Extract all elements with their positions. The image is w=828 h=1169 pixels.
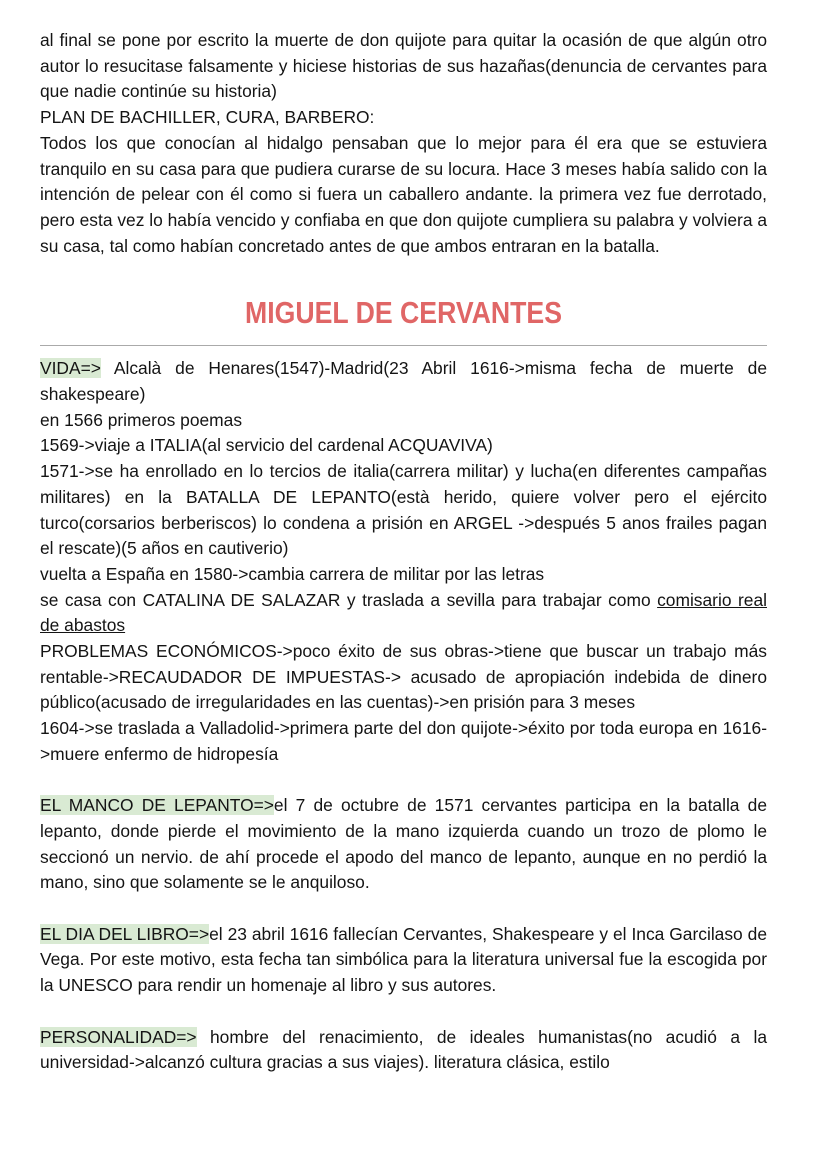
vida-comisario-underlined: comisario real de abastos (40, 589, 767, 636)
vida-line-valladolid: 1604->se traslada a Valladolid->primera parte del don quijote->éxito por toda europa en 1616->muere enfermo de hidropesía (40, 718, 767, 764)
vida-marriage-text: se casa con CATALINA DE SALAZAR y traslada a sevilla para trabajar como (40, 589, 658, 610)
horizontal-divider (40, 345, 767, 346)
vida-line-italia: 1569->viaje a ITALIA(al servicio del cardenal ACQUAVIVA) (40, 435, 493, 456)
vida-line-problems: PROBLEMAS ECONÓMICOS->poco éxito de sus obras->tiene que buscar un trabajo más rentable->RECAUDADOR DE IMPUESTAS-> acusado de apropiación indebida de dinero público(acusado de irregularidades en las cuentas)->en prisión para 3 meses (40, 641, 767, 713)
vida-line-return: vuelta a España en 1580->cambia carrera de militar por las letras (40, 563, 545, 584)
vida-birth-text: Alcalà de Henares(1547)-Madrid(23 Abril 1616->misma fecha de muerte de shakespeare) (40, 358, 767, 405)
vida-line-lepanto: 1571->se ha enrollado en lo tercios de italia(carrera militar) y lucha(en diferentes campañas militares) en la BATALLA DE LEPANTO(està herido, quiere volver pero el ejército turco(corsarios berberiscos) lo condena a prisión en ARGEL ->después 5 anos frailes pagan el rescate)(5 años en cautiverio) (40, 461, 767, 559)
dia-libro-text: el 23 abril 1616 fallecían Cervantes, Shakespeare y el Inca Garcilaso de Vega. Por este motivo, esta fecha tan simbólica para la literatura universal fue la escogida por la UNESCO para rendir un homenaje al libro y sus autores. (40, 923, 767, 996)
dia-libro-paragraph (40, 922, 767, 999)
intro-paragraph-plan: Todos los que conocían al hidalgo pensaban que lo mejor para él era que se estuviera tranquilo en su casa para que pudiera curarse de su locura. Hace 3 meses había salido con la intención de pelear con él como si fuera un caballero andante. la primera vez fue derrotado, pero esta vez lo había vencido y confiaba en que don quijote cumpliera su palabra y volviera a su casa, tal como habían concretado antes de que ambos entraran en la batalla. (40, 132, 768, 256)
spacer (40, 768, 767, 794)
spacer (40, 999, 767, 1025)
vida-line-poems: en 1566 primeros poemas (40, 409, 243, 430)
spacer (40, 896, 767, 922)
personalidad-text: hombre del renacimiento, de ideales humanistas(no acudió a la universidad->alcanzó cultura gracias a sus viajes). literatura clásica, estilo (40, 1026, 767, 1073)
intro-paragraph-death: al final se pone por escrito la muerte de don quijote para quitar la ocasión de que algún otro autor lo resucitase falsamente y hiciese historias de sus hazañas(denuncia de cervantes para que nadie continúe su historia) (40, 30, 767, 102)
manco-label: EL MANCO DE LEPANTO=> (40, 795, 274, 816)
personalidad-paragraph (40, 1025, 767, 1076)
document-page (40, 28, 767, 1076)
personalidad-label: PERSONALIDAD=> (40, 1026, 197, 1047)
section-title: MIGUEL DE CERVANTES (244, 295, 562, 331)
vida-label: VIDA=> (40, 358, 101, 379)
vida-line-marriage (40, 588, 767, 639)
dia-libro-label: EL DIA DEL LIBRO=> (40, 923, 210, 944)
vida-line-birth (40, 356, 767, 407)
manco-paragraph (40, 793, 767, 896)
intro-plan-heading: PLAN DE BACHILLER, CURA, BARBERO: (40, 107, 375, 128)
manco-text: el 7 de octubre de 1571 cervantes participa en la batalla de lepanto, donde pierde el movimiento de la mano izquierda cuando un trozo de plomo le seccionó un nervio. de ahí procede el apodo del manco de lepanto, aunque en no perdió la mano, sino que solamente se le anquiloso. (40, 795, 767, 893)
